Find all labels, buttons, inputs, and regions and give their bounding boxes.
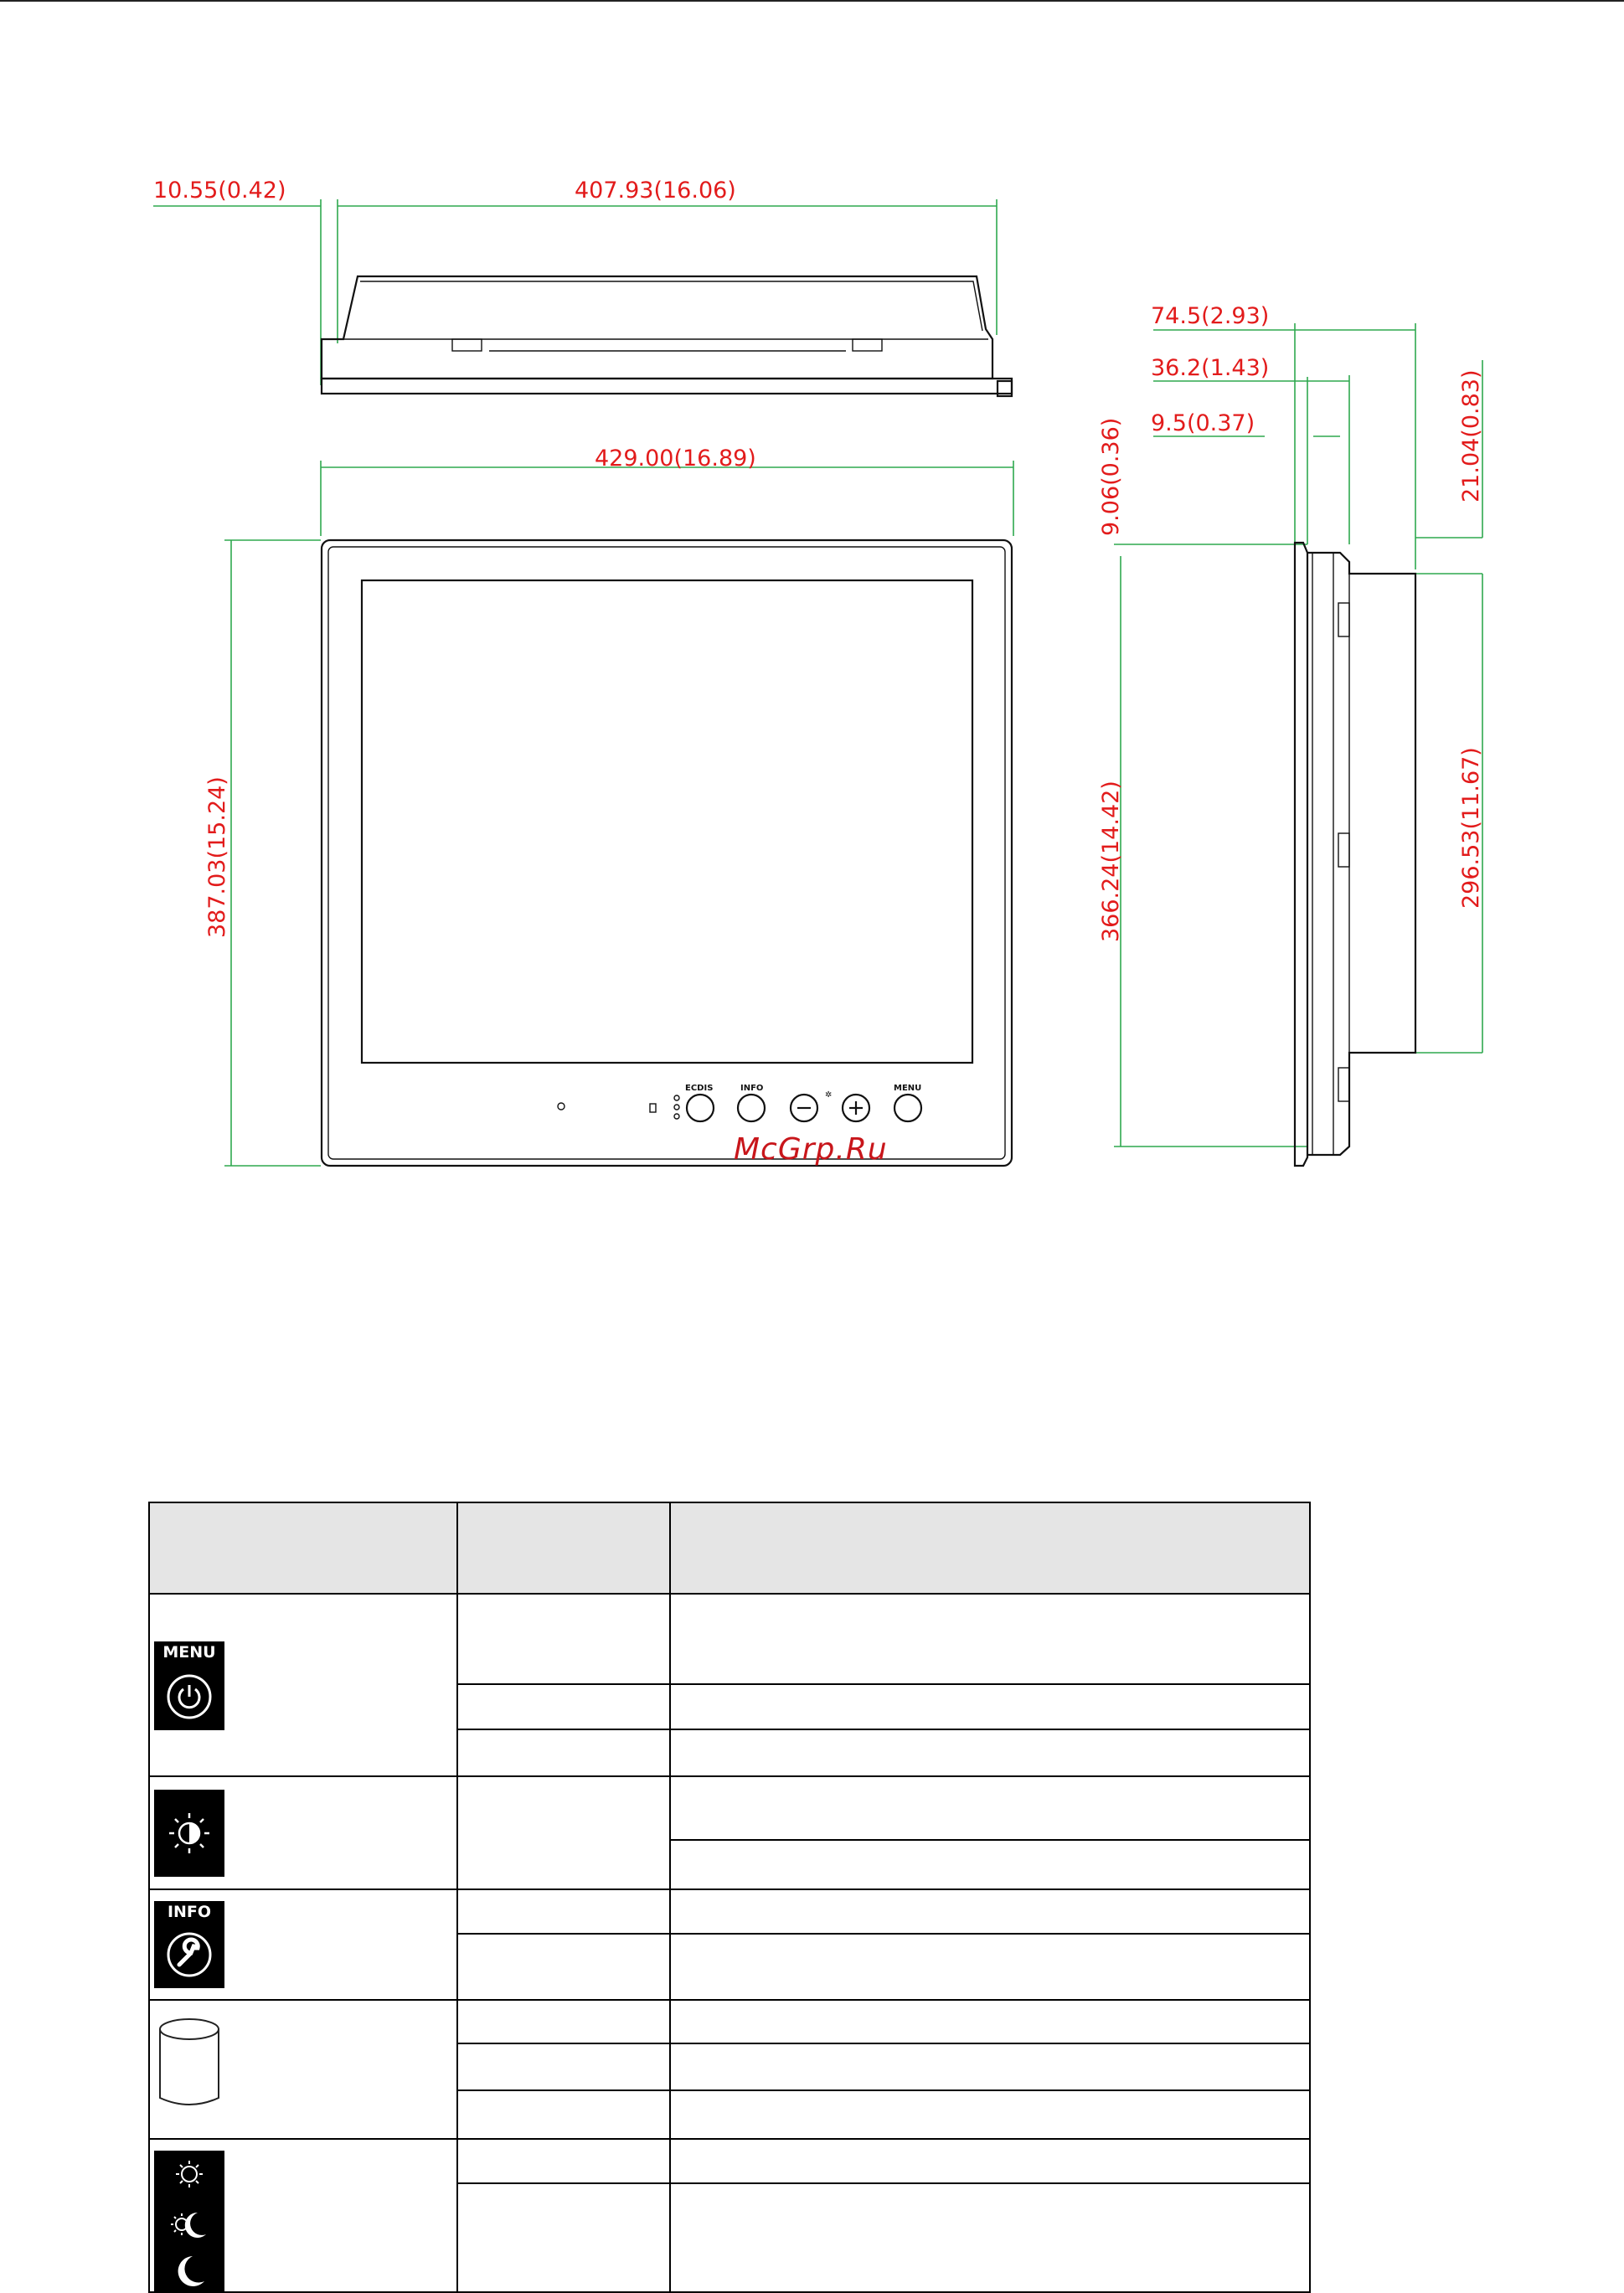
dim-rear-width: 407.93(16.06): [575, 178, 736, 204]
info-icon-label: INFO: [167, 1903, 212, 1921]
dim-total-depth: 74.5(2.93): [1151, 303, 1270, 329]
front-view: [204, 446, 1013, 1167]
menu-power-icon: [154, 1641, 224, 1730]
top-view: [153, 178, 1012, 396]
svg-text:✲: ✲: [825, 1090, 833, 1100]
watermark: McGrp.Ru: [734, 1132, 888, 1167]
day-dusk-night-icon: [154, 2151, 224, 2293]
dim-front-depth: 9.5(0.37): [1151, 410, 1255, 436]
dim-side-height: 366.24(14.42): [1098, 781, 1124, 942]
menu-icon-label: MENU: [162, 1643, 216, 1662]
button-label-info: INFO: [740, 1084, 764, 1093]
dim-side-top-offset: 9.06(0.36): [1098, 417, 1124, 536]
button-label-ecdis: ECDIS: [685, 1084, 714, 1093]
dim-front-width: 429.00(16.89): [595, 446, 756, 471]
button-label-menu: MENU: [894, 1084, 922, 1093]
dim-mid-depth: 36.2(1.43): [1151, 355, 1270, 381]
cylinder-icon: [154, 2014, 224, 2113]
side-view: [1098, 303, 1484, 1166]
table-header: [150, 1503, 1309, 1593]
dim-bezel-offset: 10.55(0.42): [153, 178, 286, 204]
moon-icon: [178, 2256, 204, 2286]
dim-rear-height: 296.53(11.67): [1458, 747, 1484, 909]
info-wrench-icon: [154, 1901, 224, 1988]
dusk-icon: [171, 2213, 206, 2238]
dim-side-bottom-offset: 21.04(0.83): [1458, 369, 1484, 502]
dim-front-height: 387.03(15.24): [204, 776, 230, 938]
key-function-table: [148, 1502, 1311, 2293]
brightness-icon: [154, 1790, 224, 1877]
sun-icon: [176, 2161, 203, 2187]
